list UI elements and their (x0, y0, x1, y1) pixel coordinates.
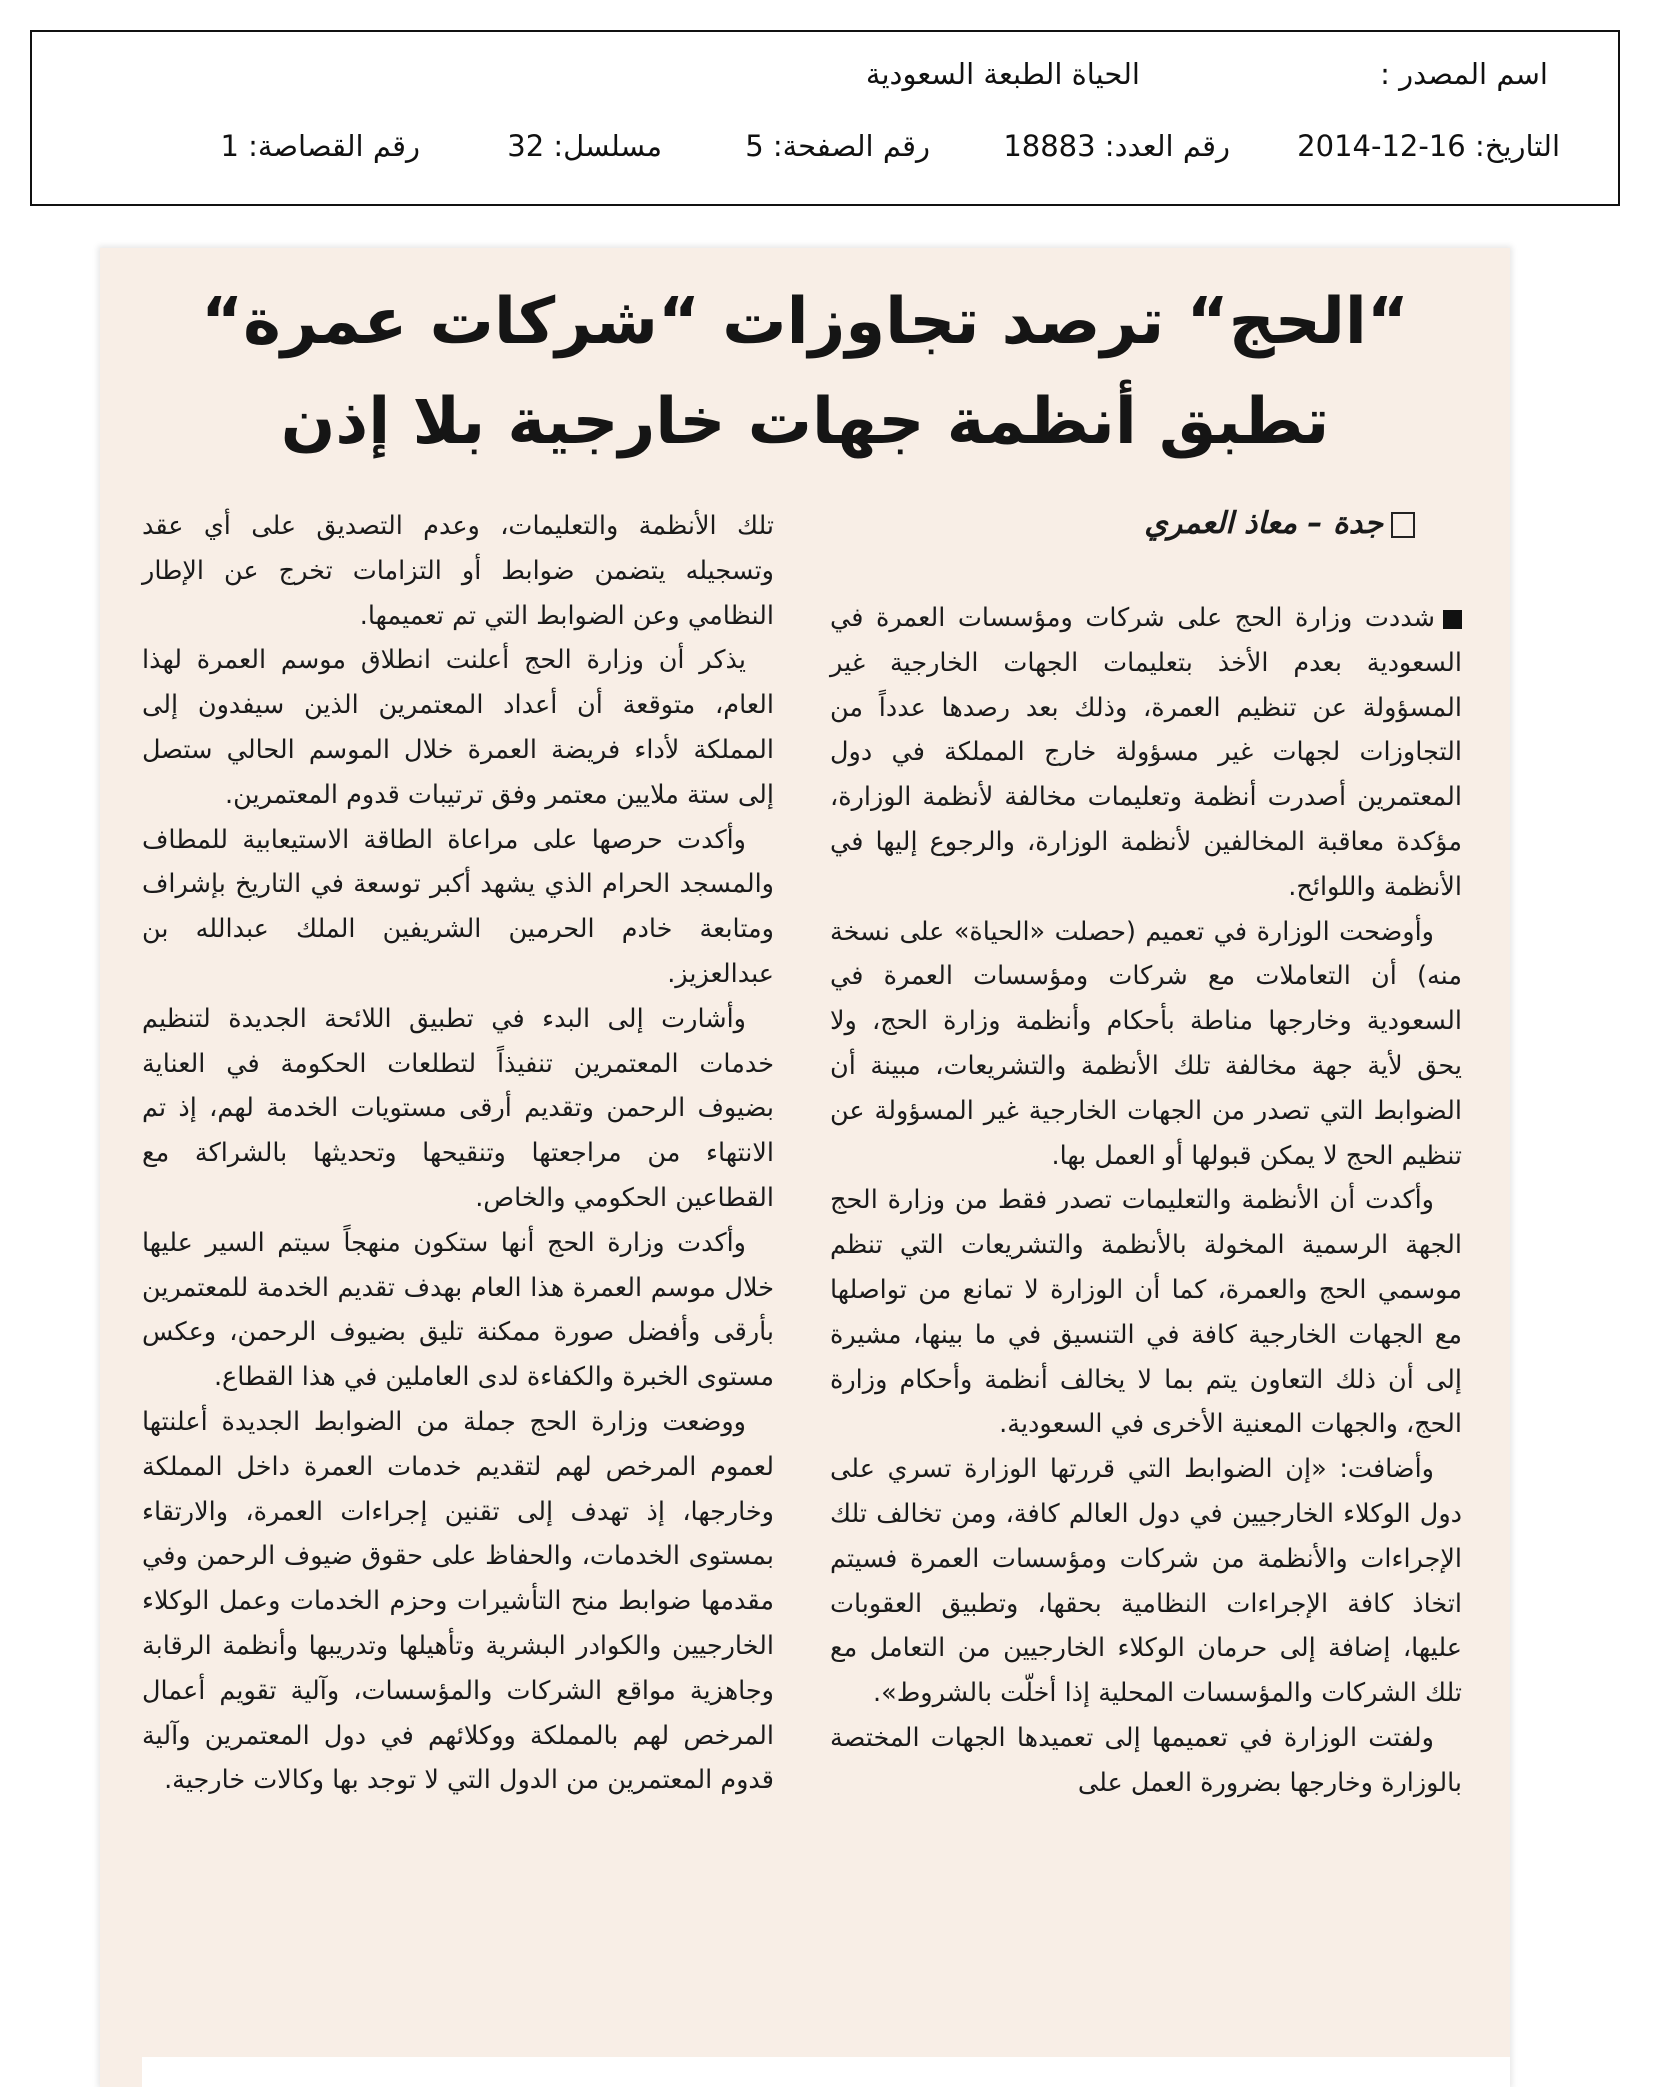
paragraph: وأضافت: «إن الضوابط التي قررتها الوزارة تسري على دول الوكلاء الخارجيين في دول العالم كافة، ومن تخالف تلك الإجراءات والأنظمة من شركات ومؤسسات العمرة فسيتم اتخاذ كافة الإجراءات النظامية بحقها، وتطبيق العقوبات عليها، إضافة إلى حرمان الوكلاء الخارجيين من التعامل مع تلك الشركات والمؤسسات المحلية إذا أخلّت بالشروط». (830, 1454, 1462, 1709)
serial-field: مسلسل: 32 (507, 129, 662, 163)
byline-box-icon (1391, 512, 1415, 538)
paragraph: ولفتت الوزارة في تعميمها إلى تعميدها الجهات المختصة بالوزارة وخارجها بضرورة العمل على (830, 1722, 1462, 1798)
headline-line-2: تطبق أنظمة جهات خارجية بلا إذن (280, 385, 1330, 459)
paragraph: وأوضحت الوزارة في تعميم (حصلت «الحياة» على نسخة منه) أن التعاملات مع شركات ومؤسسات العمرة في السعودية وخارجها مناطة بأحكام وأنظمة وزارة الحج، ولا يحق لأية جهة مخالفة تلك الأنظمة والتشريعات، مبينة أن الضوابط التي تصدر من الجهات الخارجية غير المسؤولة عن تنظيم الحج لا يمكن قبولها أو العمل بها. (830, 916, 1462, 1171)
meta-details-row (80, 129, 1560, 166)
issue-field: رقم العدد: 18883 (1003, 129, 1230, 163)
date-field: التاريخ: 16-12-2014 (1297, 129, 1560, 163)
paragraph: تلك الأنظمة والتعليمات، وعدم التصديق على أي عقد وتسجيله يتضمن ضوابط أو التزامات تخرج عن الإطار النظامي وعن الضوابط التي تم تعميمها. (142, 511, 774, 631)
byline (1144, 506, 1415, 541)
source-label: اسم المصدر : (1380, 57, 1548, 91)
paragraph: وأكدت حرصها على مراعاة الطاقة الاستيعابية للمطاف والمسجد الحرام الذي يشهد أكبر توسعة في التاريخ بإشراف ومتابعة خادم الحرمين الشريفين الملك عبدالله بن عبدالعزيز. (142, 824, 774, 989)
paragraph (830, 596, 1462, 910)
source-row (148, 57, 1548, 94)
clipping-bottom-edge (142, 2057, 1510, 2087)
byline-text: جدة – معاذ العمري (1144, 506, 1383, 541)
newspaper-clipping (100, 248, 1510, 2087)
source-info-box (30, 30, 1620, 206)
paragraph: وأشارت إلى البدء في تطبيق اللائحة الجديدة لتنظيم خدمات المعتمرين تنفيذاً لتطلعات الحكومة في العناية بضيوف الرحمن وتقديم أرقى مستويات الخدمة لهم، إذ تم الانتهاء من مراجعتها وتنقيحها وتحديثها بالشراكة مع القطاعين الحكومي والخاص. (142, 1003, 774, 1213)
page-field: رقم الصفحة: 5 (745, 129, 930, 163)
clip-number-field: رقم القصاصة: 1 (220, 129, 420, 163)
paragraph: ووضعت وزارة الحج جملة من الضوابط الجديدة أعلنتها لعموم المرخص لهم لتقديم خدمات العمرة داخل المملكة وخارجها، إذ تهدف إلى تقنين إجراءات العمرة، والارتقاء بمستوى الخدمات، والحفاظ على حقوق ضيوف الرحمن وفي مقدمها ضوابط منح التأشيرات وحزم الخدمات وعمل الوكلاء الخارجيين والكوادر البشرية وتأهيلها وتدريبها وأنظمة الرقابة وجاهزية مواقع الشركات والمؤسسات، وآلية تقويم أعمال المرخص لهم بالمملكة ووكلائهم في دول المعتمرين وآلية قدوم المعتمرين من الدول التي لا توجد بها وكالات خارجية. (142, 1406, 774, 1796)
square-bullet-icon (1443, 610, 1462, 629)
headline-line-1: “الحج“ ترصد تجاوزات “شركات عمرة“ (201, 285, 1409, 359)
paragraph-text: شددت وزارة الحج على شركات ومؤسسات العمرة في السعودية بعدم الأخذ بتعليمات الجهات الخارجية غير المسؤولة عن تنظيم العمرة، وذلك بعد رصدها عدداً من التجاوزات لجهات غير مسؤولة خارج المملكة في دول المعتمرين أصدرت أنظمة وتعليمات مخالفة لأنظمة الوزارة، مؤكدة معاقبة المخالفين لأنظمة الوزارة، والرجوع إليها في الأنظمة واللوائح. (830, 603, 1462, 902)
paragraph: وأكدت وزارة الحج أنها ستكون منهجاً سيتم السير عليها خلال موسم العمرة هذا العام بهدف تقديم الخدمة للمعتمرين بأرقى وأفضل صورة ممكنة تليق بضيوف الرحمن، وعكس مستوى الخبرة والكفاءة لدى العاملين في هذا القطاع. (142, 1227, 774, 1393)
paragraph: يذكر أن وزارة الحج أعلنت انطلاق موسم العمرة لهذا العام، متوقعة أن أعداد المعتمرين الذين سيفدون إلى المملكة لأداء فريضة العمرة خلال الموسم الحالي ستصل إلى ستة ملايين معتمر وفق ترتيبات قدوم المعتمرين. (142, 645, 774, 810)
article-column-right (830, 596, 1462, 1806)
source-value: الحياة الطبعة السعودية (865, 57, 1140, 91)
paragraph: وأكدت أن الأنظمة والتعليمات تصدر فقط من وزارة الحج الجهة الرسمية المخولة بالأنظمة والتشريعات التي تنظم موسمي الحج والعمرة، كما أن الوزارة لا تمانع من تواصلها مع الجهات الخارجية كافة في التنسيق في ما بينها، مشيرة إلى أن ذلك التعاون يتم بما لا يخالف أنظمة وأحكام وزارة الحج، والجهات المعنية الأخرى في السعودية. (830, 1185, 1462, 1440)
article-column-left (142, 504, 774, 1803)
